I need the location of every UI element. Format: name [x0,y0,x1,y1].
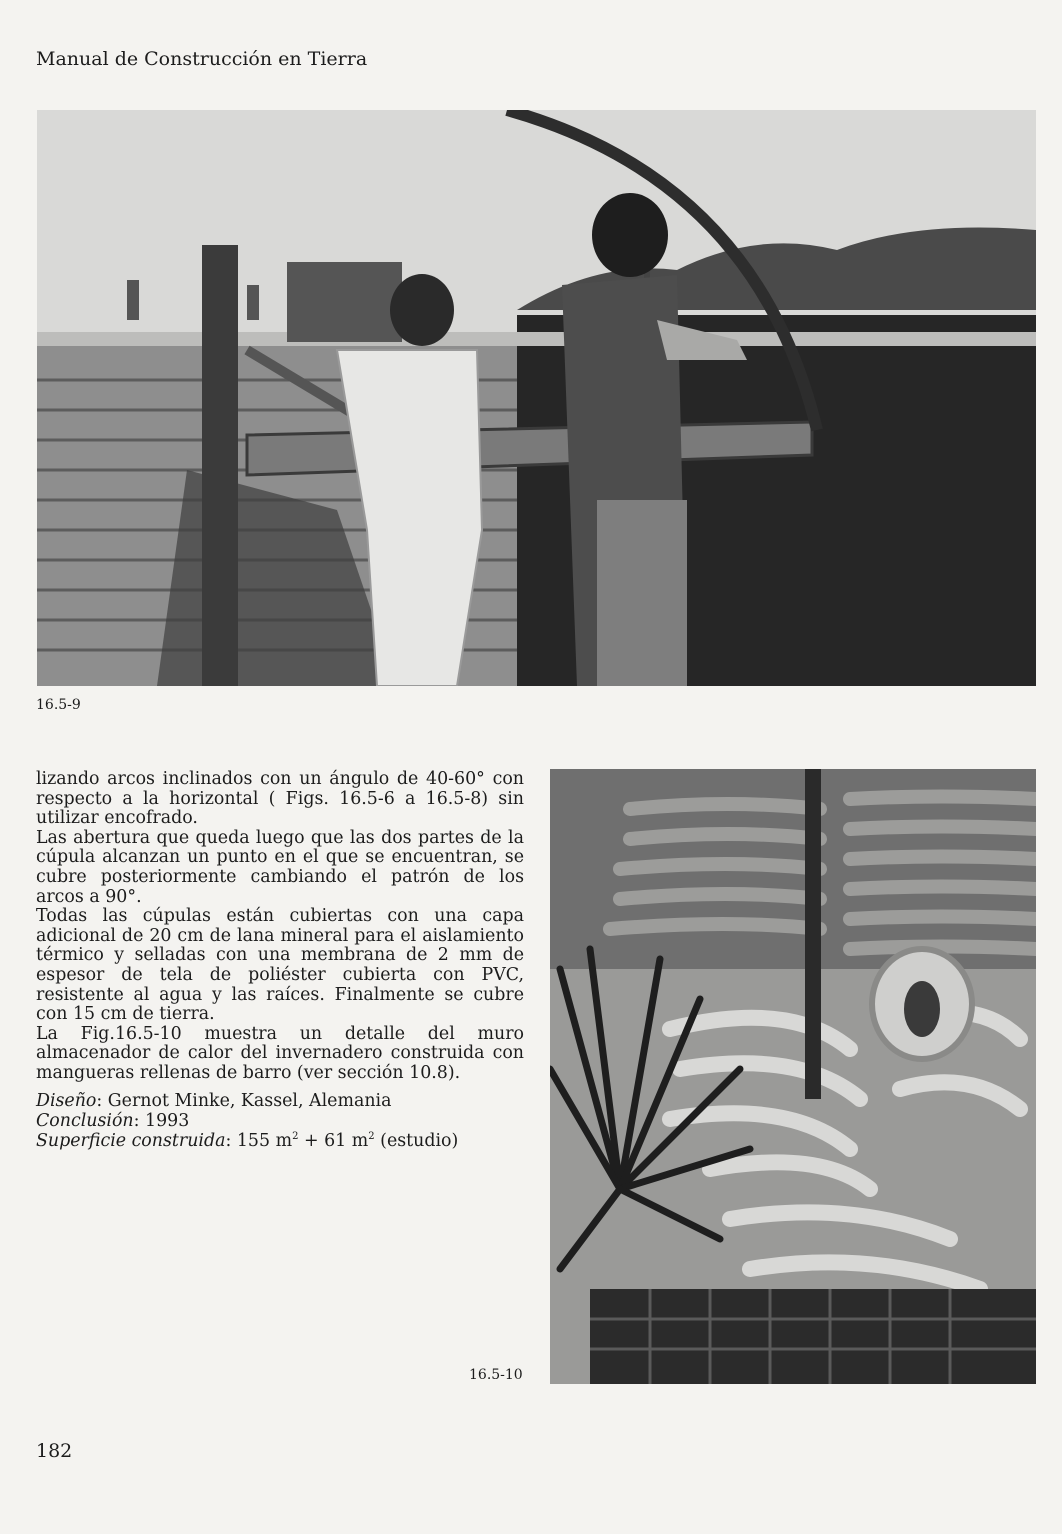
page-number: 182 [36,1440,73,1462]
figure-caption-top: 16.5-9 [36,697,81,713]
photo-construction-workers-arch-formwork-icon [37,110,1036,686]
body-text [36,770,524,1084]
credit-design-label: Diseño [36,1091,97,1111]
photo-clay-hose-wall-detail-icon [550,769,1036,1384]
credit-area-value-1: : 155 m [225,1131,293,1151]
credit-area-sup-1: 2 [292,1131,299,1143]
running-header: Manual de Construcción en Tierra [36,48,368,70]
paragraph-1: lizando arcos inclinados con un ángulo de 40-60° con respecto a la horizontal ( Figs. 16.5-6 a 16.5-8) sin utilizar encofrado. [36,769,524,829]
credit-area-value-2: + 61 m [298,1131,369,1151]
figure-photo-right [550,769,1036,1384]
credit-design [36,1091,458,1111]
paragraph-3: Todas las cúpulas están cubiertas con una capa adicional de 20 cm de lana mineral para el aislamiento térmico y selladas con una membrana de 2 mm de espesor de tela de poliéster cubierta con PVC, resistente al agua y las raíces. Finalmente se cubre con 15 cm de tierra. [36,906,524,1025]
credit-area-label: Superficie construida [36,1131,226,1151]
figure-caption-right: 16.5-10 [469,1367,523,1383]
credit-design-value: : Gernot Minke, Kassel, Alemania [96,1091,392,1111]
credit-area-value-3: (estudio) [374,1131,459,1151]
credit-area-sup-2: 2 [368,1131,375,1143]
credits [36,1091,458,1151]
credit-completion-label: Conclusión [36,1111,134,1131]
figure-photo-top [37,110,1036,686]
paragraph-4: La Fig.16.5-10 muestra un detalle del muro almacenador de calor del invernadero construida con mangueras rellenas de barro (ver sección 10.8). [36,1023,524,1083]
credit-area [36,1131,458,1151]
paragraph-2: Las abertura que queda luego que las dos partes de la cúpula alcanzan un punto en el que se encuentran, se cubre posteriormente cambiando el patrón de los arcos a 90°. [36,827,524,907]
credit-completion-value: : 1993 [133,1111,190,1131]
credit-completion [36,1111,458,1131]
